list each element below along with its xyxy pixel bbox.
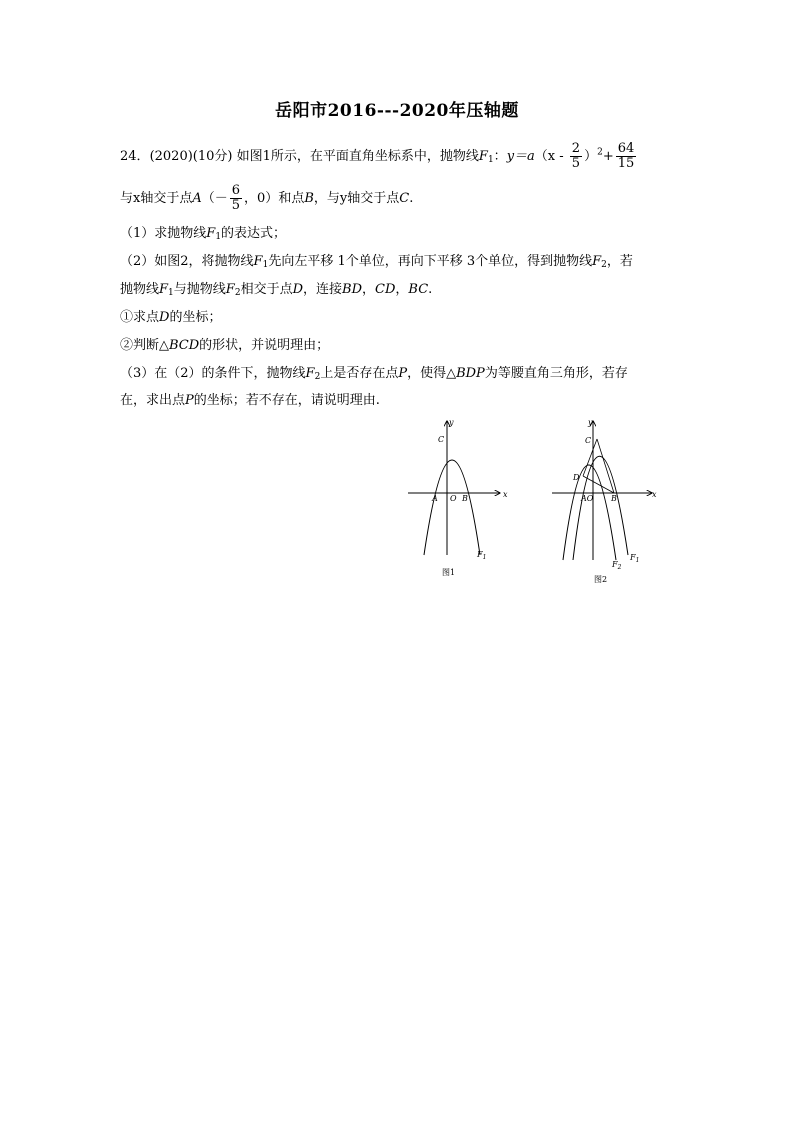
q2-1-text-b: 的坐标；: [169, 310, 222, 325]
fraction-64-15: [616, 142, 637, 171]
colon: ：: [493, 149, 507, 164]
problem-line-2: [120, 184, 680, 213]
fraction-den: 5: [571, 156, 581, 171]
parabola-f-label: F: [478, 149, 488, 164]
fraction-6-5: [230, 184, 242, 213]
parabola-f1-sub: 1: [168, 288, 174, 298]
q2-text-b: 先向左平移 1个单位，再向下平移 3个单位，得到抛物线: [268, 254, 593, 269]
parabola-f-label: F: [305, 366, 315, 381]
problem-line-1: 24．(2020)(10分) 如图1所示，在平面直角坐标系中，抛物线$F_1$：y＝a（x - $\frac{2}{5}$ ）$^2$+ $\frac{64}{15}$: [120, 141, 635, 171]
parabola-f1-curve: [573, 456, 628, 560]
figure-2: [548, 415, 668, 590]
question-1: [120, 225, 680, 246]
period: .: [409, 191, 414, 206]
fraction-den: 5: [231, 198, 241, 213]
parabola-f1-sub: 1: [487, 155, 494, 165]
label-c: C: [585, 436, 592, 445]
separator: ，: [362, 282, 376, 297]
figure-2-caption: 图2: [594, 575, 608, 584]
question-2-2: [120, 337, 680, 355]
equation-open: （x -: [534, 149, 564, 164]
q2-1-text-a: ①求点: [120, 310, 160, 325]
parabola-f1-curve: [424, 460, 480, 555]
fraction-num: 6: [231, 183, 241, 198]
parabola-f-label: F: [253, 254, 263, 269]
segment-bd: BD: [342, 282, 363, 297]
q3-text-d: 为等腰直角三角形，若存: [484, 366, 628, 381]
label-c: C: [438, 435, 445, 444]
intro-text: 如图1所示，在平面直角坐标系中，抛物线: [236, 149, 479, 164]
q2-text-g: ，连接: [303, 282, 343, 297]
question-3-cont: [120, 392, 680, 410]
parabola-f2-sub: 2: [234, 288, 241, 298]
label-y: y: [588, 418, 593, 427]
fraction-num: 64: [617, 141, 635, 156]
label-f1-sub: 1: [635, 557, 640, 564]
question-3: [120, 365, 680, 386]
q1-text-b: 的表达式；: [221, 226, 287, 241]
q3-text-e: 在，求出点: [120, 393, 186, 408]
triangle-bdp: BDP: [456, 366, 485, 381]
label-f1-sub: 1: [482, 554, 487, 561]
parabola-f2-sub: 2: [601, 260, 607, 270]
paren-open: （－: [201, 191, 228, 206]
intro-text-d: ，与y轴交于点: [313, 191, 400, 206]
parabola-f1-sub: 1: [262, 260, 269, 270]
point-d: D: [159, 310, 170, 325]
parabola-f1-sub: 1: [215, 232, 222, 242]
label-a: A: [432, 494, 438, 503]
problem-points: (10分): [192, 149, 233, 164]
q2-text-c: ，若: [606, 254, 633, 269]
q2-text-f: 相交于点: [240, 282, 293, 297]
parabola-f2-sub: 2: [314, 372, 321, 382]
fraction-2-5: [570, 142, 582, 171]
label-x: x: [503, 490, 508, 499]
q1-text-a: （1）求抛物线: [120, 226, 207, 241]
label-f1-letter: F: [630, 553, 636, 562]
q3-text-c: ，使得△: [407, 366, 457, 381]
parabola-f-label: F: [159, 282, 169, 297]
separator: ，: [395, 282, 409, 297]
label-f2: [611, 560, 622, 571]
parabola-f-label: F: [592, 254, 602, 269]
equation-close: ）: [584, 149, 598, 164]
label-f1-letter: F: [477, 550, 483, 559]
point-a: A: [192, 191, 202, 206]
zero-close: ，0）: [244, 191, 279, 206]
q2-text-a: （2）如图2，将抛物线: [120, 254, 254, 269]
question-2-cont: [120, 281, 680, 302]
label-ao: AO: [581, 494, 594, 503]
figure-1: [400, 415, 520, 585]
point-p: P: [398, 366, 408, 381]
figure-1-caption: 图1: [442, 568, 456, 577]
label-y: y: [449, 418, 454, 427]
label-f2-letter: F: [612, 560, 618, 569]
q2-text-e: 与抛物线: [173, 282, 226, 297]
period: .: [428, 282, 433, 297]
exponent: 2: [597, 147, 603, 158]
q2-2-text-b: 的形状，并说明理由；: [199, 338, 330, 353]
point-b: B: [304, 191, 314, 206]
label-f1: [629, 553, 639, 564]
point-p: P: [185, 393, 194, 408]
label-b: B: [462, 494, 468, 503]
parabola-f-label: F: [225, 282, 235, 297]
segment-bc: BC: [408, 282, 429, 297]
label-d: D: [573, 473, 580, 482]
label-x: x: [652, 490, 657, 499]
fraction-den: 15: [617, 156, 635, 171]
q2-2-text-a: ②判断△: [120, 338, 169, 353]
label-f2-sub: 2: [617, 564, 622, 571]
point-c: C: [399, 191, 410, 206]
q3-text-f: 的坐标；若不存在，请说明理由.: [193, 393, 380, 408]
q3-text-b: 上是否存在点: [320, 366, 399, 381]
label-o: O: [450, 494, 457, 503]
intro-text-b: 与x轴交于点: [120, 191, 193, 206]
q2-text-d: 抛物线: [120, 282, 160, 297]
plus-sign: +: [602, 149, 614, 164]
parabola-f-label: F: [206, 226, 216, 241]
label-b: B: [611, 494, 617, 503]
equation-lhs: y＝a: [506, 149, 535, 164]
question-2-1: [120, 309, 680, 327]
problem-source: (2020): [149, 149, 193, 164]
problem-number: 24: [120, 149, 137, 164]
page-title: 岳阳市2016---2020年压轴题: [275, 101, 519, 121]
point-d: D: [292, 282, 304, 297]
question-2: [120, 253, 680, 274]
triangle-bcd: BCD: [169, 338, 200, 353]
q3-text-a: （3）在（2）的条件下，抛物线: [120, 366, 306, 381]
fraction-num: 2: [571, 141, 581, 156]
intro-text-c: 和点: [278, 191, 305, 206]
segment-cd: CD: [375, 282, 396, 297]
label-f1: [476, 550, 486, 561]
